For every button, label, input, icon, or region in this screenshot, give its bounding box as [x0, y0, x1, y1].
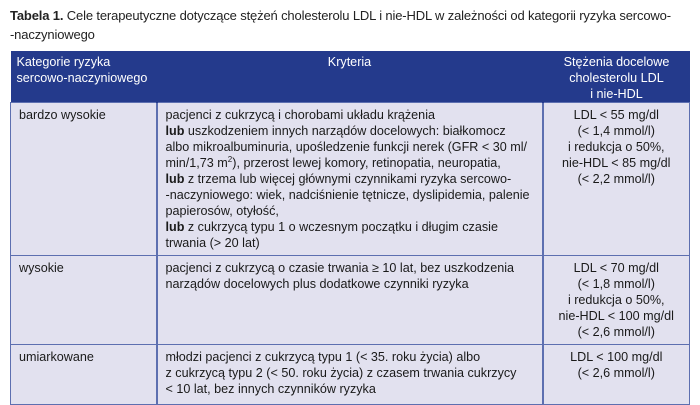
criteria-line: -naczyniowego: wiek, nadciśnienie tętnicze, dyslipidemia, palenie — [165, 188, 530, 202]
cell-targets — [543, 256, 690, 345]
criteria-line — [166, 155, 534, 171]
criteria-line: albo mikroalbuminuria, upośledzenie funkcji nerek (GFR < 30 ml/ — [165, 140, 528, 154]
cell-criteria — [157, 345, 543, 405]
target-line: (< 1,4 mmol/l) — [577, 124, 655, 138]
header-criteria-label: Kryteria — [327, 55, 372, 69]
target-line: nie-HDL < 85 mg/dl — [562, 156, 671, 170]
target-line: nie-HDL < 100 mg/dl — [558, 309, 674, 323]
table-header — [11, 51, 690, 103]
target-line: i redukcja o 50%, — [567, 293, 665, 307]
cell-category: wysokie — [11, 256, 157, 345]
target-line: (< 1,8 mmol/l) — [577, 277, 655, 291]
header-targets — [543, 51, 690, 103]
cell-criteria — [157, 256, 543, 345]
criteria-keyword: lub — [165, 172, 185, 186]
header-category — [11, 51, 157, 103]
cell-targets — [543, 345, 690, 405]
caption-text-line1: Cele terapeutyczne dotyczące stężeń cholesterolu LDL i nie-HDL w zależności od kategorii ryzyka sercowo- — [66, 8, 671, 23]
criteria-text: z cukrzycą typu 1 o wczesnym początku i długim czasie — [184, 220, 498, 234]
caption-text-line2: -naczyniowego — [10, 27, 95, 42]
header-category-line: sercowo-naczyniowego — [16, 71, 148, 85]
target-line: i redukcja o 50%, — [567, 140, 665, 154]
table-row — [11, 345, 690, 405]
target-line: (< 2,6 mmol/l) — [577, 325, 655, 339]
criteria-text: z trzema lub więcej głównymi czynnikami ryzyka sercowo- — [184, 172, 512, 186]
table-row — [11, 103, 690, 256]
criteria-line: pacjenci z cukrzycą o czasie trwania ≥ 10 lat, bez uszkodzenia — [165, 261, 515, 275]
criteria-line: papierosów, otyłość, — [165, 204, 279, 218]
criteria-line — [166, 123, 534, 139]
caption-label: Tabela 1. — [10, 8, 64, 23]
cell-targets — [543, 103, 690, 256]
target-line: LDL < 100 mg/dl — [570, 350, 663, 364]
cell-criteria — [157, 103, 543, 256]
criteria-line: młodzi pacjenci z cukrzycą typu 1 (< 35. roku życia) albo — [165, 350, 481, 364]
criteria-text: uszkodzeniem innych narządów docelowych: białkomocz — [184, 124, 506, 138]
target-line: LDL < 70 mg/dl — [573, 261, 659, 275]
criteria-keyword: lub — [165, 124, 185, 138]
criteria-text: ), przerost lewej komory, retinopatia, neuropatia, — [232, 156, 501, 170]
criteria-line: < 10 lat, bez innych czynników ryzyka — [165, 382, 376, 396]
target-line: (< 2,2 mmol/l) — [577, 172, 655, 186]
table-row — [11, 256, 690, 345]
criteria-line: pacjenci z cukrzycą i chorobami układu krążenia — [165, 108, 435, 122]
table-caption — [10, 6, 690, 44]
criteria-line: trwania (> 20 lat) — [165, 236, 260, 250]
target-line: (< 2,6 mmol/l) — [577, 366, 655, 380]
criteria-line — [166, 219, 534, 235]
criteria-line: z cukrzycą typu 2 (< 50. roku życia) z czasem trwania cukrzycy — [165, 366, 517, 380]
header-criteria — [157, 51, 543, 103]
cell-category: bardzo wysokie — [11, 103, 157, 256]
criteria-superscript: 2 — [227, 155, 233, 164]
cell-category: umiarkowane — [11, 345, 157, 405]
header-targets-line: cholesterolu LDL — [569, 71, 664, 85]
lipid-targets-table — [10, 51, 690, 405]
criteria-line — [166, 171, 534, 187]
target-line: LDL < 55 mg/dl — [573, 108, 659, 122]
criteria-keyword: lub — [165, 220, 185, 234]
criteria-text: min/1,73 m — [165, 156, 228, 170]
header-targets-line: i nie-HDL — [590, 87, 643, 101]
header-category-line: Kategorie ryzyka — [16, 55, 111, 69]
header-targets-line: Stężenia docelowe — [563, 55, 670, 69]
criteria-line: narządów docelowych plus dodatkowe czynniki ryzyka — [165, 277, 469, 291]
